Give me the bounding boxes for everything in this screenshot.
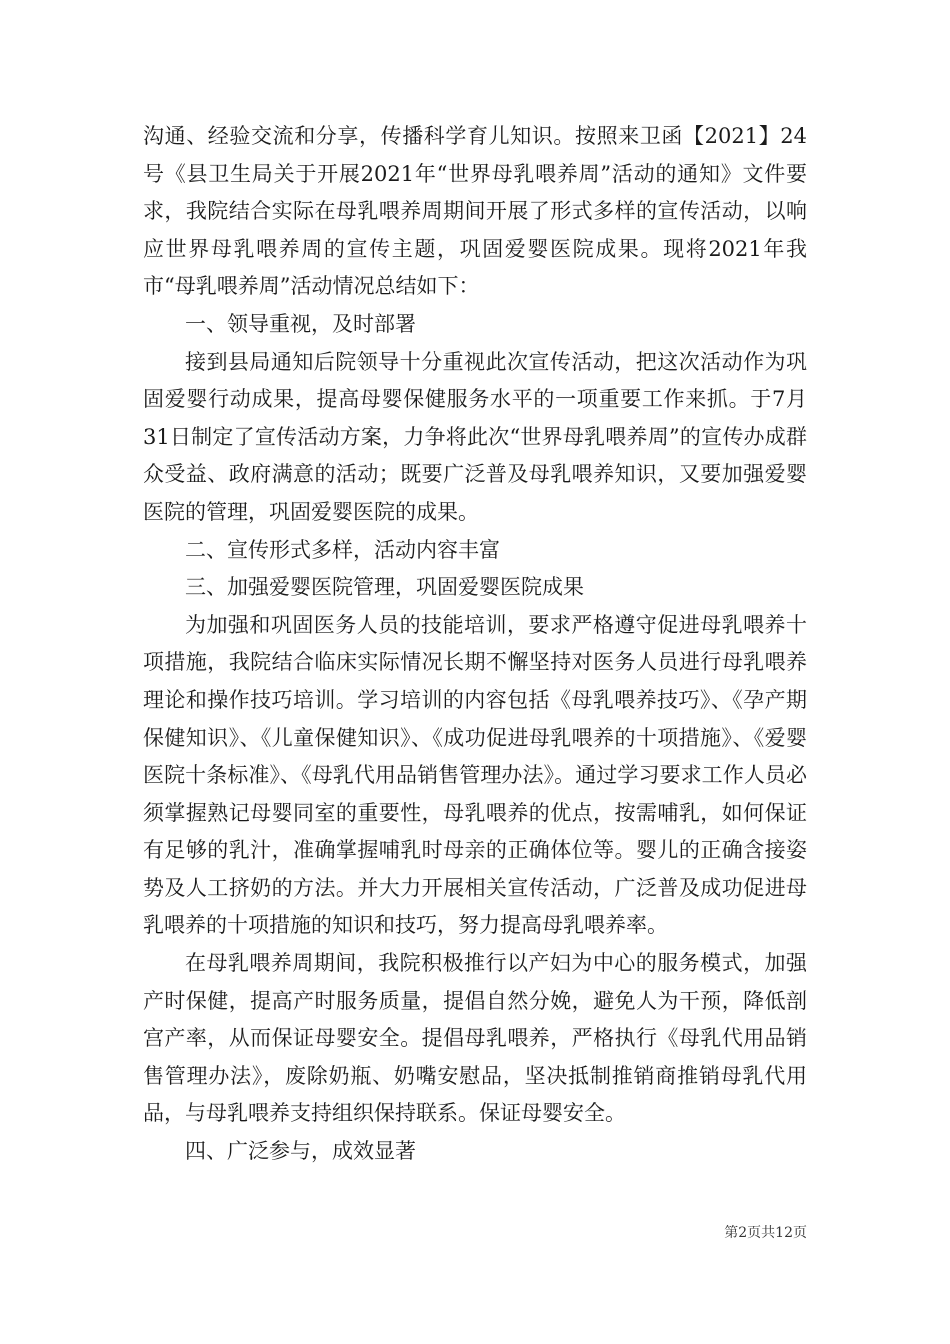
section-heading-4: 四、广泛参与，成效显著 [185,1139,416,1164]
paragraph-section-3-b: 在母乳喂养周期间，我院积极推行以产妇为中心的服务模式，加强产时保健，提高产时服务质量，提倡自然分娩，避免人为干预，降低剖宫产率，从而保证母婴安全。提倡母乳喂养，严格执行《母乳代用品销售管理办法》，废除奶瓶、奶嘴安慰品，坚决抵制推销商推销母乳代用品，与母乳喂养支持组织保持联系。保证母婴安全。 [143,951,807,1126]
paragraph-section-3-a: 为加强和巩固医务人员的技能培训，要求严格遵守促进母乳喂养十项措施，我院结合临床实际情况长期不懈坚持对医务人员进行母乳喂养理论和操作技巧培训。学习培训的内容包括《母乳喂养技巧》、《孕产期保健知识》、《儿童保健知识》、《成功促进母乳喂养的十项措施》、《爱婴医院十条标准》、《母乳代用品销售管理办法》。通过学习要求工作人员必须掌握熟记母婴同室的重要性，母乳喂养的优点，按需哺乳，如何保证有足够的乳汁，准确掌握哺乳时母亲的正确体位等。婴儿的正确含接姿势及人工挤奶的方法。并大力开展相关宣传活动，广泛普及成功促进母乳喂养的十项措施的知识和技巧，努力提高母乳喂养率。 [143,612,807,938]
section-heading-1: 一、领导重视，及时部署 [185,311,416,336]
section-heading-3: 三、加强爱婴医院管理，巩固爱婴医院成果 [185,575,584,600]
paragraph-intro-continued: 沟通、经验交流和分享，传播科学育儿知识。按照来卫函【2021】24号《县卫生局关于开展2021年“世界母乳喂养周”活动的通知》文件要求，我院结合实际在母乳喂养周期间开展了形式多样的宣传活动，以响应世界母乳喂养周的宣传主题，巩固爱婴医院成果。现将2021年我市“母乳喂养周”活动情况总结如下： [143,124,807,299]
page-number-footer: 第2页共12页 [724,1225,807,1241]
document-body [143,118,807,1171]
paragraph-section-1: 接到县局通知后院领导十分重视此次宣传活动，把这次活动作为巩固爱婴行动成果，提高母婴保健服务水平的一项重要工作来抓。于7月31日制定了宣传活动方案，力争将此次“世界母乳喂养周”的宣传办成群众受益、政府满意的活动；既要广泛普及母乳喂养知识，又要加强爱婴医院的管理，巩固爱婴医院的成果。 [143,349,807,524]
section-heading-2: 二、宣传形式多样，活动内容丰富 [185,537,500,562]
